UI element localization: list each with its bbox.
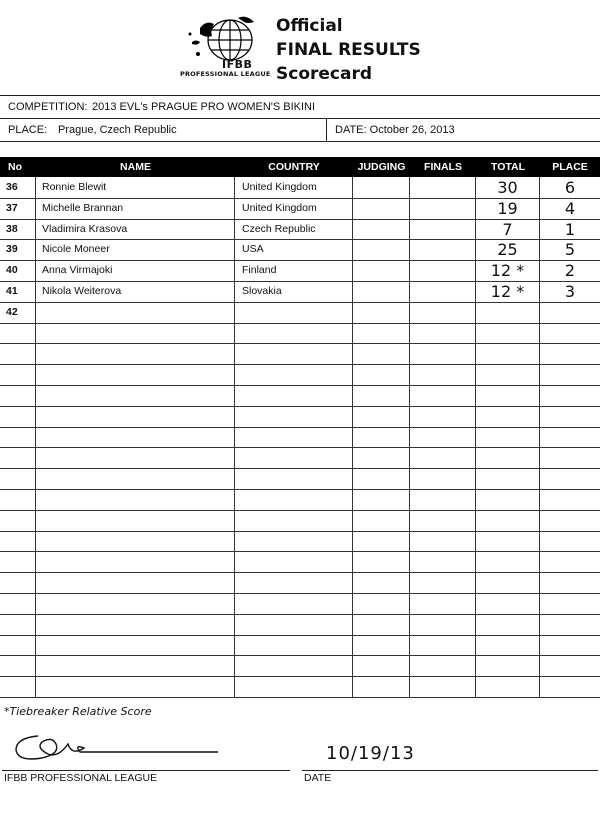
cell-total bbox=[476, 635, 540, 656]
table-row bbox=[0, 489, 600, 511]
cell-place bbox=[540, 323, 600, 344]
cell-total bbox=[476, 572, 540, 593]
cell-judging bbox=[353, 239, 410, 260]
cell-country bbox=[235, 406, 353, 427]
cell-total bbox=[476, 593, 540, 614]
table-row bbox=[0, 219, 600, 241]
cell-total bbox=[476, 323, 540, 344]
table-row bbox=[0, 385, 600, 407]
cell-no bbox=[0, 364, 36, 385]
cell-finals bbox=[410, 219, 476, 240]
footer-date-label: DATE bbox=[304, 772, 332, 784]
cell-total bbox=[476, 302, 540, 323]
cell-country bbox=[235, 510, 353, 531]
competition-label: COMPETITION: bbox=[8, 101, 88, 113]
cell-no: 40 bbox=[0, 260, 36, 281]
cell-name bbox=[36, 635, 235, 656]
cell-no bbox=[0, 614, 36, 635]
cell-total bbox=[476, 343, 540, 364]
cell-name: Nikola Weiterova bbox=[36, 281, 235, 302]
cell-judging bbox=[353, 198, 410, 219]
cell-name bbox=[36, 447, 235, 468]
signed-date: 10/19/13 bbox=[326, 743, 415, 764]
cell-name bbox=[36, 676, 235, 697]
cell-judging bbox=[353, 281, 410, 302]
cell-name bbox=[36, 489, 235, 510]
cell-finals bbox=[410, 198, 476, 219]
place-date-row bbox=[0, 119, 600, 141]
cell-place: 5 bbox=[564, 240, 576, 260]
cell-finals bbox=[410, 510, 476, 531]
cell-place bbox=[540, 489, 600, 510]
cell-no: 36 bbox=[0, 177, 36, 198]
date-cell bbox=[326, 119, 455, 141]
signature bbox=[8, 722, 218, 768]
cell-total: 12 * bbox=[476, 281, 540, 302]
cell-total bbox=[476, 655, 540, 676]
competition-value: 2013 EVL's PRAGUE PRO WOMEN'S BIKINI bbox=[92, 101, 316, 113]
cell-country: USA bbox=[235, 239, 353, 260]
cell-name bbox=[36, 364, 235, 385]
cell-no bbox=[0, 323, 36, 344]
cell-total: 30 bbox=[476, 177, 540, 198]
cell-judging bbox=[353, 177, 410, 198]
table-header bbox=[0, 157, 600, 177]
cell-country: Finland bbox=[235, 260, 353, 281]
cell-finals bbox=[410, 655, 476, 676]
cell-country bbox=[235, 323, 353, 344]
cell-finals bbox=[410, 531, 476, 552]
cell-no bbox=[0, 447, 36, 468]
cell-judging bbox=[353, 468, 410, 489]
cell-no bbox=[0, 489, 36, 510]
cell-total bbox=[476, 676, 540, 697]
cell-place bbox=[540, 614, 600, 635]
table-row bbox=[0, 239, 600, 261]
cell-place bbox=[540, 364, 600, 385]
cell-name bbox=[36, 572, 235, 593]
cell-name: Anna Virmajoki bbox=[36, 260, 235, 281]
cell-name: Ronnie Blewit bbox=[36, 177, 235, 198]
table-row bbox=[0, 427, 600, 449]
cell-no: 37 bbox=[0, 198, 36, 219]
cell-no bbox=[0, 510, 36, 531]
cell-judging bbox=[353, 427, 410, 448]
table-row bbox=[0, 447, 600, 469]
cell-finals bbox=[410, 343, 476, 364]
title-final-results: FINAL RESULTS bbox=[276, 40, 421, 60]
cell-place: 3 bbox=[564, 282, 576, 301]
cell-finals bbox=[410, 676, 476, 697]
cell-name bbox=[36, 302, 235, 323]
cell-judging bbox=[353, 364, 410, 385]
cell-judging bbox=[353, 510, 410, 531]
cell-judging bbox=[353, 676, 410, 697]
cell-name bbox=[36, 468, 235, 489]
place-label: PLACE: bbox=[8, 124, 48, 136]
cell-country: Czech Republic bbox=[235, 219, 353, 240]
cell-name bbox=[36, 551, 235, 572]
cell-name bbox=[36, 614, 235, 635]
cell-no: 39 bbox=[0, 239, 36, 260]
cell-judging bbox=[353, 219, 410, 240]
table-row bbox=[0, 364, 600, 386]
cell-name bbox=[36, 343, 235, 364]
cell-place bbox=[540, 468, 600, 489]
cell-no bbox=[0, 427, 36, 448]
col-no: No bbox=[8, 161, 22, 173]
cell-total: 7 bbox=[476, 219, 540, 240]
table-row bbox=[0, 510, 600, 532]
cell-no: 38 bbox=[0, 219, 36, 240]
table-row bbox=[0, 343, 600, 365]
cell-judging bbox=[353, 635, 410, 656]
cell-finals bbox=[410, 614, 476, 635]
table-row bbox=[0, 468, 600, 490]
cell-country: United Kingdom bbox=[235, 198, 353, 219]
table-row bbox=[0, 655, 600, 677]
cell-country bbox=[235, 489, 353, 510]
cell-finals bbox=[410, 364, 476, 385]
cell-country bbox=[235, 572, 353, 593]
cell-judging bbox=[353, 593, 410, 614]
cell-place: 6 bbox=[564, 178, 576, 197]
cell-judging bbox=[353, 614, 410, 635]
title-scorecard: Scorecard bbox=[276, 64, 373, 84]
logo-ifbb-text: IFBB bbox=[222, 58, 253, 71]
cell-finals bbox=[410, 447, 476, 468]
cell-country bbox=[235, 302, 353, 323]
cell-finals bbox=[410, 406, 476, 427]
cell-country: Slovakia bbox=[235, 281, 353, 302]
date-value: October 26, 2013 bbox=[369, 124, 455, 136]
cell-judging bbox=[353, 343, 410, 364]
cell-finals bbox=[410, 385, 476, 406]
table-row bbox=[0, 198, 600, 220]
competition-info bbox=[0, 95, 600, 142]
cell-total: 12 * bbox=[476, 260, 540, 281]
cell-place bbox=[540, 655, 600, 676]
cell-name bbox=[36, 385, 235, 406]
cell-total bbox=[476, 551, 540, 572]
cell-total bbox=[476, 447, 540, 468]
col-country: COUNTRY bbox=[268, 161, 320, 173]
cell-country bbox=[235, 655, 353, 676]
cell-country bbox=[235, 385, 353, 406]
cell-finals bbox=[410, 489, 476, 510]
col-total: TOTAL bbox=[490, 161, 526, 173]
cell-judging bbox=[353, 551, 410, 572]
cell-place: 2 bbox=[564, 261, 576, 281]
cell-judging bbox=[353, 655, 410, 676]
cell-finals bbox=[410, 551, 476, 572]
cell-country bbox=[235, 551, 353, 572]
cell-name bbox=[36, 510, 235, 531]
cell-total bbox=[476, 531, 540, 552]
table-row bbox=[0, 281, 600, 303]
cell-country bbox=[235, 343, 353, 364]
cell-country: United Kingdom bbox=[235, 177, 353, 198]
logo-league-text: PROFESSIONAL LEAGUE bbox=[180, 70, 271, 78]
cell-judging bbox=[353, 385, 410, 406]
cell-name: Vladimira Krasova bbox=[36, 219, 235, 240]
date-line bbox=[302, 770, 598, 771]
cell-no bbox=[0, 572, 36, 593]
cell-total bbox=[476, 385, 540, 406]
cell-place bbox=[540, 551, 600, 572]
cell-country bbox=[235, 614, 353, 635]
cell-no bbox=[0, 676, 36, 697]
cell-country bbox=[235, 531, 353, 552]
cell-total bbox=[476, 468, 540, 489]
cell-judging bbox=[353, 323, 410, 344]
cell-no: 42 bbox=[0, 302, 36, 323]
cell-place bbox=[540, 510, 600, 531]
signature-line bbox=[2, 770, 290, 771]
cell-no bbox=[0, 385, 36, 406]
tiebreaker-note: *Tiebreaker Relative Score bbox=[4, 705, 152, 718]
cell-total bbox=[476, 489, 540, 510]
table-row bbox=[0, 676, 600, 698]
cell-no bbox=[0, 635, 36, 656]
cell-no bbox=[0, 406, 36, 427]
cell-judging bbox=[353, 406, 410, 427]
cell-country bbox=[235, 635, 353, 656]
cell-finals bbox=[410, 468, 476, 489]
cell-finals bbox=[410, 302, 476, 323]
table-row bbox=[0, 572, 600, 594]
cell-total: 19 bbox=[476, 198, 540, 219]
date-label: DATE: bbox=[335, 124, 367, 136]
cell-place bbox=[540, 635, 600, 656]
cell-country bbox=[235, 364, 353, 385]
cell-finals bbox=[410, 427, 476, 448]
cell-judging bbox=[353, 260, 410, 281]
table-row bbox=[0, 635, 600, 657]
cell-place bbox=[540, 572, 600, 593]
cell-country bbox=[235, 676, 353, 697]
cell-country bbox=[235, 468, 353, 489]
cell-name: Nicole Moneer bbox=[36, 239, 235, 260]
table-row bbox=[0, 593, 600, 615]
cell-place: 1 bbox=[564, 219, 576, 239]
cell-place bbox=[540, 385, 600, 406]
cell-name bbox=[36, 427, 235, 448]
col-place: PLACE bbox=[552, 161, 588, 173]
cell-place: 4 bbox=[564, 198, 576, 218]
cell-finals bbox=[410, 635, 476, 656]
cell-name bbox=[36, 531, 235, 552]
cell-country bbox=[235, 593, 353, 614]
cell-finals bbox=[410, 323, 476, 344]
cell-name bbox=[36, 406, 235, 427]
col-finals: FINALS bbox=[424, 161, 462, 173]
cell-judging bbox=[353, 531, 410, 552]
cell-place bbox=[540, 302, 600, 323]
cell-place bbox=[540, 343, 600, 364]
signature-label: IFBB PROFESSIONAL LEAGUE bbox=[4, 772, 158, 784]
cell-total bbox=[476, 364, 540, 385]
cell-country bbox=[235, 447, 353, 468]
cell-total bbox=[476, 427, 540, 448]
cell-place bbox=[540, 447, 600, 468]
table-row bbox=[0, 614, 600, 636]
table-row bbox=[0, 302, 600, 324]
cell-name bbox=[36, 655, 235, 676]
cell-country bbox=[235, 427, 353, 448]
cell-judging bbox=[353, 489, 410, 510]
cell-no: 41 bbox=[0, 281, 36, 302]
title-official: Official bbox=[276, 16, 343, 36]
cell-no bbox=[0, 343, 36, 364]
col-judging: JUDGING bbox=[357, 161, 406, 173]
competition-row bbox=[0, 96, 600, 119]
cell-place bbox=[540, 406, 600, 427]
table-row bbox=[0, 406, 600, 428]
cell-finals bbox=[410, 260, 476, 281]
cell-judging bbox=[353, 447, 410, 468]
cell-finals bbox=[410, 572, 476, 593]
cell-no bbox=[0, 551, 36, 572]
cell-no bbox=[0, 655, 36, 676]
cell-total bbox=[476, 614, 540, 635]
cell-no bbox=[0, 531, 36, 552]
cell-place bbox=[540, 531, 600, 552]
cell-place bbox=[540, 676, 600, 697]
cell-total: 25 bbox=[476, 239, 540, 260]
cell-finals bbox=[410, 177, 476, 198]
table-row bbox=[0, 531, 600, 553]
cell-place bbox=[540, 427, 600, 448]
cell-judging bbox=[353, 302, 410, 323]
cell-name bbox=[36, 593, 235, 614]
table-row bbox=[0, 551, 600, 573]
cell-no bbox=[0, 593, 36, 614]
cell-total bbox=[476, 406, 540, 427]
table-row bbox=[0, 177, 600, 199]
cell-finals bbox=[410, 239, 476, 260]
cell-place bbox=[540, 593, 600, 614]
cell-judging bbox=[353, 572, 410, 593]
place-value: Prague, Czech Republic bbox=[58, 124, 177, 136]
table-row bbox=[0, 323, 600, 345]
col-name: NAME bbox=[120, 161, 151, 173]
cell-name: Michelle Brannan bbox=[36, 198, 235, 219]
table-row bbox=[0, 260, 600, 282]
cell-finals bbox=[410, 593, 476, 614]
cell-name bbox=[36, 323, 235, 344]
cell-finals bbox=[410, 281, 476, 302]
cell-no bbox=[0, 468, 36, 489]
cell-total bbox=[476, 510, 540, 531]
